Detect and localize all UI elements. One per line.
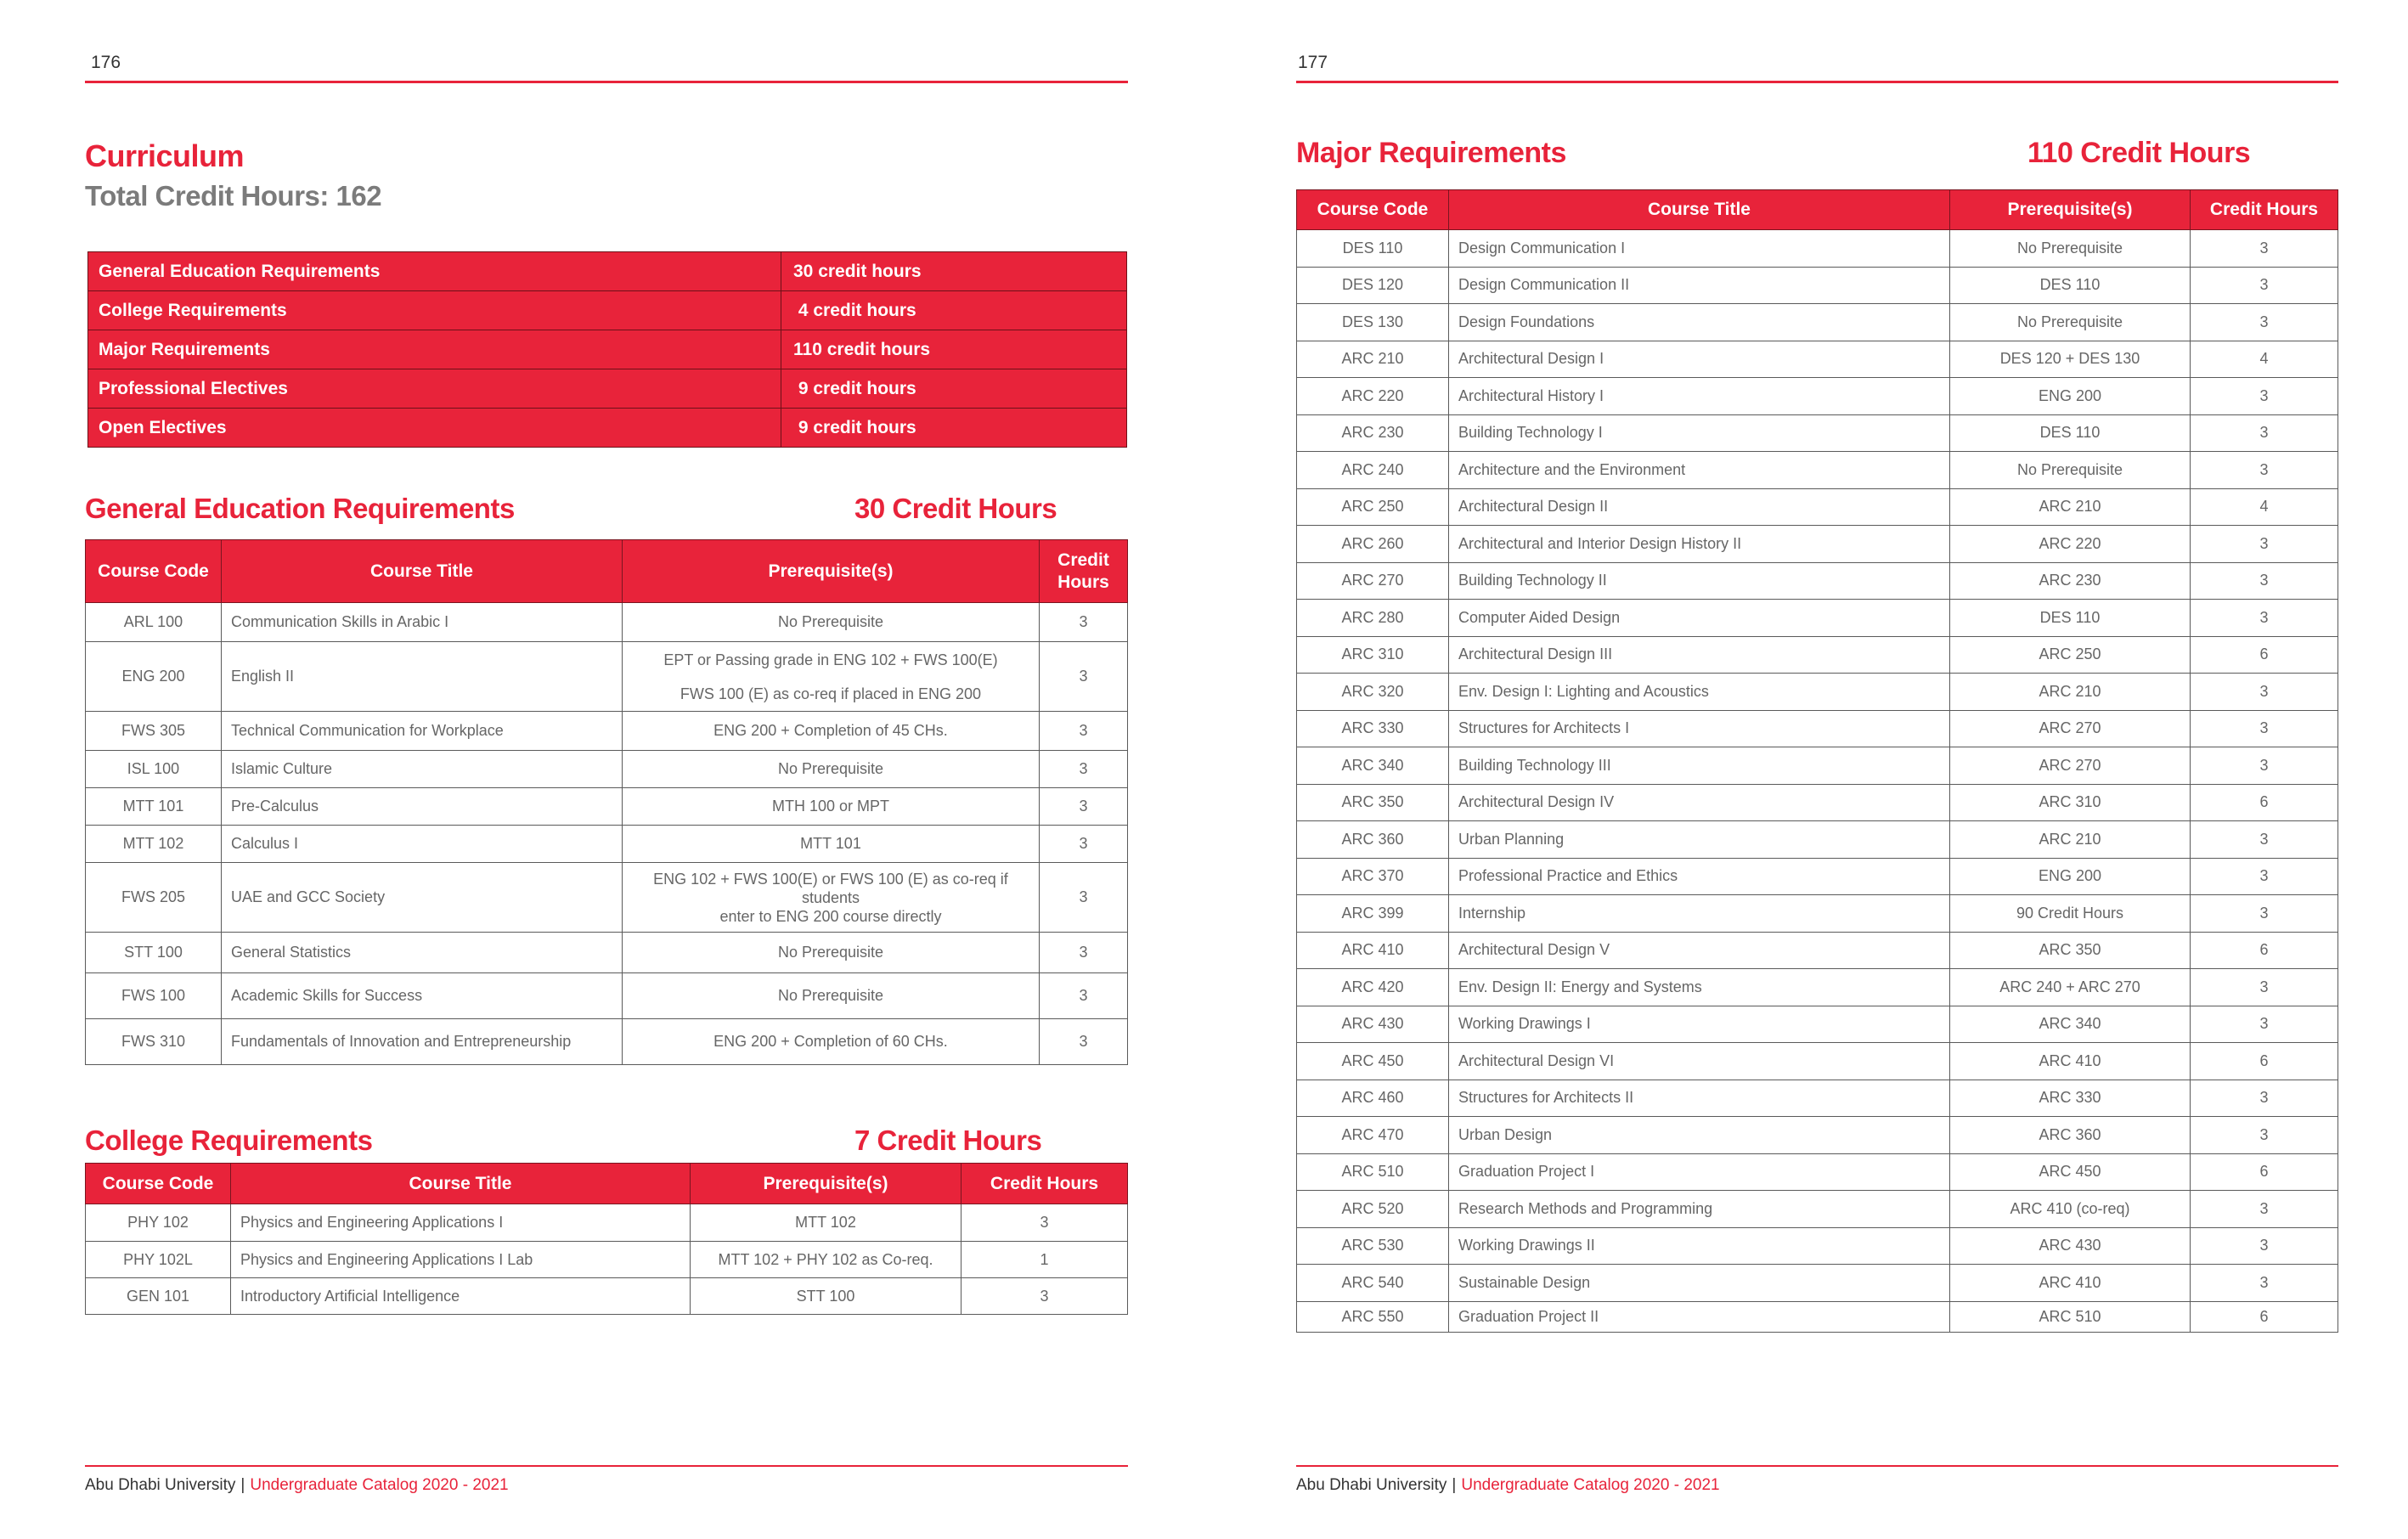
course-prerequisite: No Prerequisite xyxy=(623,603,1040,642)
header-credit-hours: Credit Hours xyxy=(962,1164,1128,1204)
major-title: Major Requirements xyxy=(1296,137,1566,169)
course-credits: 3 xyxy=(2191,452,2338,489)
course-code: DES 120 xyxy=(1297,267,1449,304)
course-title: Graduation Project I xyxy=(1449,1153,1950,1191)
course-credits: 4 xyxy=(2191,488,2338,526)
footer-university: Abu Dhabi University xyxy=(85,1476,236,1494)
course-prerequisite xyxy=(623,863,1040,933)
table-row xyxy=(1297,341,2338,378)
course-credits: 4 xyxy=(2191,341,2338,378)
course-code: ARC 450 xyxy=(1297,1043,1449,1080)
curriculum-title: Curriculum xyxy=(85,138,245,173)
table-row xyxy=(1297,1153,2338,1191)
course-prerequisite xyxy=(623,642,1040,712)
table-row xyxy=(1297,858,2338,895)
footer-separator: | xyxy=(240,1476,245,1494)
table-row xyxy=(1297,636,2338,674)
course-credits: 3 xyxy=(962,1278,1128,1315)
course-title: Physics and Engineering Applications I xyxy=(231,1204,691,1242)
course-prerequisite: MTT 102 + PHY 102 as Co-req. xyxy=(691,1242,962,1278)
major-credits: 110 Credit Hours xyxy=(2027,137,2251,169)
course-prerequisite: ARC 430 xyxy=(1950,1227,2191,1265)
course-credits: 3 xyxy=(2191,1191,2338,1228)
table-row xyxy=(86,1242,1128,1278)
footer-right xyxy=(1296,1476,1720,1495)
course-title: Technical Communication for Workplace xyxy=(222,712,623,751)
course-credits: 3 xyxy=(2191,1265,2338,1302)
course-title: Design Foundations xyxy=(1449,304,1950,341)
major-table xyxy=(1296,189,2338,1333)
course-credits: 3 xyxy=(1040,642,1128,712)
course-credits: 3 xyxy=(2191,747,2338,785)
course-code: ARC 550 xyxy=(1297,1301,1449,1332)
course-code: ARC 410 xyxy=(1297,932,1449,969)
course-prerequisite: ARC 510 xyxy=(1950,1301,2191,1332)
prerequisite-line-1: ENG 102 + FWS 100(E) or FWS 100 (E) as co-req if students xyxy=(653,870,1008,906)
table-row xyxy=(1297,1006,2338,1043)
course-credits: 3 xyxy=(2191,267,2338,304)
course-credits: 6 xyxy=(2191,784,2338,821)
course-credits: 3 xyxy=(2191,969,2338,1006)
summary-label: Open Electives xyxy=(88,409,781,448)
course-title: Architectural History I xyxy=(1449,378,1950,415)
course-prerequisite: ARC 210 xyxy=(1950,821,2191,859)
summary-hours: 9 credit hours xyxy=(781,369,1127,409)
course-prerequisite: MTH 100 or MPT xyxy=(623,788,1040,826)
course-prerequisite: ARC 330 xyxy=(1950,1080,2191,1117)
table-row xyxy=(1297,710,2338,747)
course-code: DES 110 xyxy=(1297,230,1449,268)
header-course-code: Course Code xyxy=(86,540,222,603)
course-title: Sustainable Design xyxy=(1449,1265,1950,1302)
course-title: Building Technology I xyxy=(1449,414,1950,452)
course-title: Architectural Design I xyxy=(1449,341,1950,378)
table-row xyxy=(86,603,1128,642)
prerequisite-line-2: FWS 100 (E) as co-req if placed in ENG 200 xyxy=(680,685,982,702)
table-row xyxy=(1297,562,2338,600)
course-title: Building Technology II xyxy=(1449,562,1950,600)
course-title: English II xyxy=(222,642,623,712)
course-code: FWS 310 xyxy=(86,1019,222,1065)
table-row xyxy=(1297,747,2338,785)
course-code: FWS 205 xyxy=(86,863,222,933)
course-credits: 3 xyxy=(2191,895,2338,933)
course-credits: 3 xyxy=(1040,1019,1128,1065)
course-prerequisite: ARC 220 xyxy=(1950,526,2191,563)
summary-hours: 110 credit hours xyxy=(781,330,1127,369)
page-number-right: 177 xyxy=(1298,53,1328,72)
course-prerequisite: ARC 350 xyxy=(1950,932,2191,969)
course-credits: 6 xyxy=(2191,1301,2338,1332)
course-code: ARC 360 xyxy=(1297,821,1449,859)
course-credits: 3 xyxy=(2191,600,2338,637)
header-credit-hours: Credit Hours xyxy=(2191,190,2338,230)
table-row xyxy=(1297,378,2338,415)
course-prerequisite: STT 100 xyxy=(691,1278,962,1315)
course-prerequisite: ARC 410 (co-req) xyxy=(1950,1191,2191,1228)
course-prerequisite: 90 Credit Hours xyxy=(1950,895,2191,933)
summary-row xyxy=(88,330,1127,369)
course-title: Env. Design II: Energy and Systems xyxy=(1449,969,1950,1006)
table-row xyxy=(86,642,1128,712)
course-prerequisite: ARC 310 xyxy=(1950,784,2191,821)
course-code: MTT 101 xyxy=(86,788,222,826)
course-title: Urban Planning xyxy=(1449,821,1950,859)
course-code: ARC 320 xyxy=(1297,674,1449,711)
course-credits: 3 xyxy=(2191,304,2338,341)
table-row xyxy=(1297,1265,2338,1302)
header-prerequisites: Prerequisite(s) xyxy=(691,1164,962,1204)
college-table xyxy=(85,1163,1128,1315)
table-row xyxy=(86,788,1128,826)
course-credits: 3 xyxy=(1040,603,1128,642)
course-prerequisite: DES 110 xyxy=(1950,267,2191,304)
header-prerequisites: Prerequisite(s) xyxy=(623,540,1040,603)
course-title: Working Drawings I xyxy=(1449,1006,1950,1043)
summary-row xyxy=(88,409,1127,448)
college-credits: 7 Credit Hours xyxy=(854,1125,1042,1156)
course-credits: 3 xyxy=(2191,1117,2338,1154)
course-code: ARC 220 xyxy=(1297,378,1449,415)
gen-ed-table xyxy=(85,539,1128,1065)
course-credits: 1 xyxy=(962,1242,1128,1278)
summary-label: Major Requirements xyxy=(88,330,781,369)
course-code: ARC 460 xyxy=(1297,1080,1449,1117)
course-code: ARC 370 xyxy=(1297,858,1449,895)
course-credits: 3 xyxy=(2191,414,2338,452)
summary-label: General Education Requirements xyxy=(88,252,781,291)
course-title: Urban Design xyxy=(1449,1117,1950,1154)
course-code: ARC 430 xyxy=(1297,1006,1449,1043)
course-credits: 6 xyxy=(2191,1153,2338,1191)
gen-ed-credits: 30 Credit Hours xyxy=(854,493,1057,524)
course-code: ARC 340 xyxy=(1297,747,1449,785)
summary-row xyxy=(88,291,1127,330)
top-rule-right xyxy=(1296,81,2338,83)
course-code: ARC 210 xyxy=(1297,341,1449,378)
table-row xyxy=(1297,304,2338,341)
course-code: ARC 240 xyxy=(1297,452,1449,489)
course-prerequisite: ARC 270 xyxy=(1950,710,2191,747)
summary-table xyxy=(87,251,1127,448)
course-title: Computer Aided Design xyxy=(1449,600,1950,637)
course-code: ARC 420 xyxy=(1297,969,1449,1006)
table-row xyxy=(86,1278,1128,1315)
course-code: STT 100 xyxy=(86,933,222,973)
course-credits: 3 xyxy=(2191,674,2338,711)
summary-row xyxy=(88,252,1127,291)
course-credits: 3 xyxy=(1040,712,1128,751)
bottom-rule-left xyxy=(85,1465,1128,1467)
header-prerequisites: Prerequisite(s) xyxy=(1950,190,2191,230)
course-prerequisite: ARC 230 xyxy=(1950,562,2191,600)
prerequisite-line-2: enter to ENG 200 course directly xyxy=(719,907,942,925)
course-credits: 3 xyxy=(1040,788,1128,826)
course-code: ARC 530 xyxy=(1297,1227,1449,1265)
course-credits: 3 xyxy=(2191,1227,2338,1265)
course-prerequisite: DES 110 xyxy=(1950,600,2191,637)
header-credit-line1: Credit xyxy=(1057,550,1109,570)
summary-label: Professional Electives xyxy=(88,369,781,409)
table-row xyxy=(86,1204,1128,1242)
course-credits: 3 xyxy=(1040,973,1128,1019)
course-prerequisite: ARC 210 xyxy=(1950,674,2191,711)
course-prerequisite: ENG 200 xyxy=(1950,378,2191,415)
course-code: PHY 102 xyxy=(86,1204,231,1242)
course-title: Architectural Design IV xyxy=(1449,784,1950,821)
summary-hours: 9 credit hours xyxy=(781,409,1127,448)
course-prerequisite: DES 120 + DES 130 xyxy=(1950,341,2191,378)
course-title: Env. Design I: Lighting and Acoustics xyxy=(1449,674,1950,711)
page-number-left: 176 xyxy=(91,53,121,72)
header-course-code: Course Code xyxy=(86,1164,231,1204)
table-row xyxy=(86,863,1128,933)
course-title: Design Communication II xyxy=(1449,267,1950,304)
gen-ed-title: General Education Requirements xyxy=(85,493,515,524)
course-code: ARC 260 xyxy=(1297,526,1449,563)
table-row xyxy=(1297,1117,2338,1154)
footer-catalog: Undergraduate Catalog 2020 - 2021 xyxy=(1461,1476,1720,1494)
table-row xyxy=(1297,414,2338,452)
header-course-title: Course Title xyxy=(1449,190,1950,230)
table-row xyxy=(86,712,1128,751)
course-credits: 3 xyxy=(2191,710,2338,747)
table-row xyxy=(1297,895,2338,933)
summary-row xyxy=(88,369,1127,409)
footer-separator: | xyxy=(1452,1476,1457,1494)
course-title: Calculus I xyxy=(222,826,623,863)
course-code: FWS 305 xyxy=(86,712,222,751)
course-title: Graduation Project II xyxy=(1449,1301,1950,1332)
course-prerequisite: ENG 200 + Completion of 45 CHs. xyxy=(623,712,1040,751)
table-row xyxy=(1297,600,2338,637)
course-title: Structures for Architects I xyxy=(1449,710,1950,747)
course-title: Physics and Engineering Applications I Lab xyxy=(231,1242,691,1278)
course-prerequisite: No Prerequisite xyxy=(623,933,1040,973)
table-row xyxy=(86,933,1128,973)
college-title: College Requirements xyxy=(85,1125,373,1156)
header-credit-hours xyxy=(1040,540,1128,603)
course-prerequisite: No Prerequisite xyxy=(1950,230,2191,268)
table-row xyxy=(1297,267,2338,304)
table-row xyxy=(1297,230,2338,268)
summary-label: College Requirements xyxy=(88,291,781,330)
course-prerequisite: DES 110 xyxy=(1950,414,2191,452)
course-code: DES 130 xyxy=(1297,304,1449,341)
table-row xyxy=(1297,452,2338,489)
course-prerequisite: ARC 250 xyxy=(1950,636,2191,674)
table-row xyxy=(1297,1301,2338,1332)
footer-catalog: Undergraduate Catalog 2020 - 2021 xyxy=(250,1476,509,1494)
table-row xyxy=(1297,1227,2338,1265)
course-code: ARC 310 xyxy=(1297,636,1449,674)
course-prerequisite: No Prerequisite xyxy=(1950,304,2191,341)
course-title: Working Drawings II xyxy=(1449,1227,1950,1265)
course-title: Building Technology III xyxy=(1449,747,1950,785)
course-code: MTT 102 xyxy=(86,826,222,863)
table-row xyxy=(1297,1043,2338,1080)
footer-left xyxy=(85,1476,509,1495)
course-code: FWS 100 xyxy=(86,973,222,1019)
course-title: Communication Skills in Arabic I xyxy=(222,603,623,642)
course-title: Design Communication I xyxy=(1449,230,1950,268)
course-credits: 3 xyxy=(1040,826,1128,863)
table-row xyxy=(86,751,1128,788)
course-code: ARC 399 xyxy=(1297,895,1449,933)
course-prerequisite: ENG 200 xyxy=(1950,858,2191,895)
course-prerequisite: ARC 450 xyxy=(1950,1153,2191,1191)
course-title: Structures for Architects II xyxy=(1449,1080,1950,1117)
course-title: Pre-Calculus xyxy=(222,788,623,826)
course-title: Introductory Artificial Intelligence xyxy=(231,1278,691,1315)
course-prerequisite: No Prerequisite xyxy=(623,973,1040,1019)
course-credits: 3 xyxy=(1040,933,1128,973)
course-credits: 3 xyxy=(2191,526,2338,563)
course-title: Islamic Culture xyxy=(222,751,623,788)
table-row xyxy=(1297,784,2338,821)
course-prerequisite: ARC 360 xyxy=(1950,1117,2191,1154)
course-code: ARC 350 xyxy=(1297,784,1449,821)
course-prerequisite: MTT 101 xyxy=(623,826,1040,863)
top-rule-left xyxy=(85,81,1128,83)
header-course-code: Course Code xyxy=(1297,190,1449,230)
course-code: ARC 520 xyxy=(1297,1191,1449,1228)
course-credits: 3 xyxy=(962,1204,1128,1242)
course-title: Architectural Design III xyxy=(1449,636,1950,674)
course-prerequisite: ARC 340 xyxy=(1950,1006,2191,1043)
course-title: General Statistics xyxy=(222,933,623,973)
course-title: Architectural Design V xyxy=(1449,932,1950,969)
course-title: Academic Skills for Success xyxy=(222,973,623,1019)
header-course-title: Course Title xyxy=(231,1164,691,1204)
course-code: ARC 280 xyxy=(1297,600,1449,637)
course-code: PHY 102L xyxy=(86,1242,231,1278)
course-code: ARC 250 xyxy=(1297,488,1449,526)
footer-university: Abu Dhabi University xyxy=(1296,1476,1447,1494)
course-credits: 3 xyxy=(1040,751,1128,788)
course-credits: 3 xyxy=(2191,1080,2338,1117)
course-prerequisite: ARC 240 + ARC 270 xyxy=(1950,969,2191,1006)
course-title: Architectural Design VI xyxy=(1449,1043,1950,1080)
course-prerequisite: No Prerequisite xyxy=(1950,452,2191,489)
course-code: ARC 230 xyxy=(1297,414,1449,452)
course-code: ARC 330 xyxy=(1297,710,1449,747)
table-row xyxy=(1297,526,2338,563)
course-credits: 3 xyxy=(2191,378,2338,415)
course-code: ENG 200 xyxy=(86,642,222,712)
bottom-rule-right xyxy=(1296,1465,2338,1467)
summary-hours: 4 credit hours xyxy=(781,291,1127,330)
course-prerequisite: ARC 210 xyxy=(1950,488,2191,526)
prerequisite-line-1: EPT or Passing grade in ENG 102 + FWS 100(E) xyxy=(663,651,998,668)
course-credits: 3 xyxy=(2191,858,2338,895)
table-row xyxy=(86,826,1128,863)
total-credit-hours: Total Credit Hours: 162 xyxy=(85,180,382,211)
course-title: Fundamentals of Innovation and Entrepreneurship xyxy=(222,1019,623,1065)
table-row xyxy=(1297,674,2338,711)
table-row xyxy=(86,1019,1128,1065)
course-credits: 6 xyxy=(2191,636,2338,674)
table-row xyxy=(1297,1191,2338,1228)
table-row xyxy=(1297,488,2338,526)
course-code: GEN 101 xyxy=(86,1278,231,1315)
course-code: ARC 470 xyxy=(1297,1117,1449,1154)
header-course-title: Course Title xyxy=(222,540,623,603)
course-prerequisite: ARC 410 xyxy=(1950,1265,2191,1302)
course-title: Professional Practice and Ethics xyxy=(1449,858,1950,895)
course-title: Research Methods and Programming xyxy=(1449,1191,1950,1228)
course-credits: 3 xyxy=(1040,863,1128,933)
course-credits: 3 xyxy=(2191,230,2338,268)
course-title: Internship xyxy=(1449,895,1950,933)
course-credits: 3 xyxy=(2191,1006,2338,1043)
course-code: ARC 510 xyxy=(1297,1153,1449,1191)
course-title: Architectural and Interior Design History II xyxy=(1449,526,1950,563)
course-code: ARC 540 xyxy=(1297,1265,1449,1302)
course-title: Architecture and the Environment xyxy=(1449,452,1950,489)
table-row xyxy=(1297,821,2338,859)
course-prerequisite: No Prerequisite xyxy=(623,751,1040,788)
course-credits: 6 xyxy=(2191,1043,2338,1080)
course-credits: 6 xyxy=(2191,932,2338,969)
course-code: ARL 100 xyxy=(86,603,222,642)
course-prerequisite: ENG 200 + Completion of 60 CHs. xyxy=(623,1019,1040,1065)
course-title: UAE and GCC Society xyxy=(222,863,623,933)
table-row xyxy=(1297,932,2338,969)
summary-hours: 30 credit hours xyxy=(781,252,1127,291)
table-row xyxy=(1297,969,2338,1006)
course-prerequisite: ARC 410 xyxy=(1950,1043,2191,1080)
course-credits: 3 xyxy=(2191,821,2338,859)
course-code: ISL 100 xyxy=(86,751,222,788)
header-credit-line2: Hours xyxy=(1057,572,1109,592)
course-prerequisite: MTT 102 xyxy=(691,1204,962,1242)
table-row xyxy=(1297,1080,2338,1117)
course-prerequisite: ARC 270 xyxy=(1950,747,2191,785)
table-row xyxy=(86,973,1128,1019)
course-credits: 3 xyxy=(2191,562,2338,600)
course-code: ARC 270 xyxy=(1297,562,1449,600)
course-title: Architectural Design II xyxy=(1449,488,1950,526)
